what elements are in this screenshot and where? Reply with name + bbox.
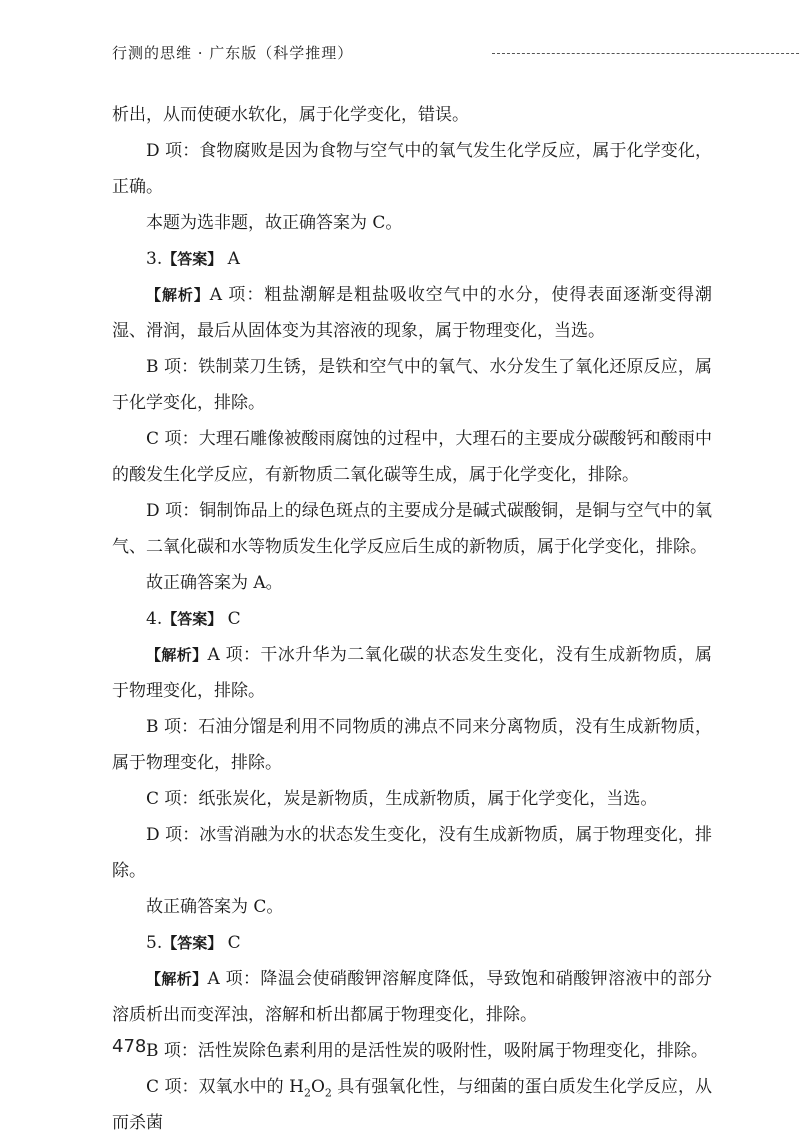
paragraph-1: D 项：食物腐败是因为食物与空气中的氧气发生化学反应，属于化学变化，正确。	[112, 141, 712, 197]
answer-tag: 【答案】	[162, 934, 223, 952]
page-number: 478	[112, 1036, 147, 1057]
paragraph-5: B 项：铁制菜刀生锈，是铁和空气中的氧气、水分发生了氧化还原反应，属于化学变化，排除。	[112, 357, 712, 413]
answer-tag: 【答案】	[162, 250, 223, 268]
paragraph-11: B 项：石油分馏是利用不同物质的沸点不同来分离物质，没有生成新物质，属于物理变化，排除。	[112, 717, 712, 773]
paragraph-6: C 项：大理石雕像被酸雨腐蚀的过程中，大理石的主要成分碳酸钙和酸雨中的酸发生化学反应，有新物质二氧化碳等生成，属于化学变化，排除。	[112, 429, 712, 485]
analysis-tag: 【解析】	[146, 646, 208, 664]
paragraph-13: D 项：冰雪消融为水的状态发生变化，没有生成新物质，属于物理变化，排除。	[112, 825, 712, 881]
analysis-4: 【解析】A 项：干冰升华为二氧化碳的状态发生变化，没有生成新物质，属于物理变化，排除。	[112, 645, 712, 701]
header-dashed-rule	[492, 53, 800, 54]
answer-heading-5: 5.【答案】 C	[146, 933, 241, 953]
paragraph-14: 故正确答案为 C。	[146, 897, 284, 917]
paragraph-12: C 项：纸张炭化，炭是新物质，生成新物质，属于化学变化，当选。	[146, 789, 658, 809]
header-title: 行测的思维 · 广东版（科学推理）	[112, 44, 354, 62]
paragraph-17: B 项：活性炭除色素利用的是活性炭的吸附性，吸附属于物理变化，排除。	[146, 1041, 708, 1061]
paragraph-8: 故正确答案为 A。	[146, 573, 283, 593]
paragraph-7: D 项：铜制饰品上的绿色斑点的主要成分是碱式碳酸铜，是铜与空气中的氧气、二氧化碳和水等物质发生化学反应后生成的新物质，属于化学变化，排除。	[112, 501, 712, 557]
answer-heading-3: 3.【答案】 A	[146, 249, 240, 269]
paragraph-0: 析出，从而使硬水软化，属于化学变化，错误。	[112, 105, 469, 125]
analysis-5: 【解析】A 项：降温会使硝酸钾溶解度降低，导致饱和硝酸钾溶液中的部分溶质析出而变浑浊，溶解和析出都属于物理变化，排除。	[112, 969, 712, 1025]
analysis-tag: 【解析】	[146, 286, 210, 304]
paragraph-2: 本题为选非题，故正确答案为 C。	[146, 213, 403, 233]
answer-heading-4: 4.【答案】 C	[146, 609, 241, 629]
answer-tag: 【答案】	[162, 610, 223, 628]
paragraph-18: C 项：双氧水中的 $H_2O_2$ 具有强氧化性，与细菌的蛋白质发生化学反应，从而杀菌	[112, 1077, 712, 1133]
running-header	[112, 32, 722, 72]
analysis-tag: 【解析】	[146, 970, 208, 988]
analysis-3: 【解析】A 项：粗盐潮解是粗盐吸收空气中的水分，使得表面逐渐变得潮湿、滑润，最后从固体变为其溶液的现象，属于物理变化，当选。	[112, 285, 712, 341]
answer-explanations	[112, 97, 712, 1141]
